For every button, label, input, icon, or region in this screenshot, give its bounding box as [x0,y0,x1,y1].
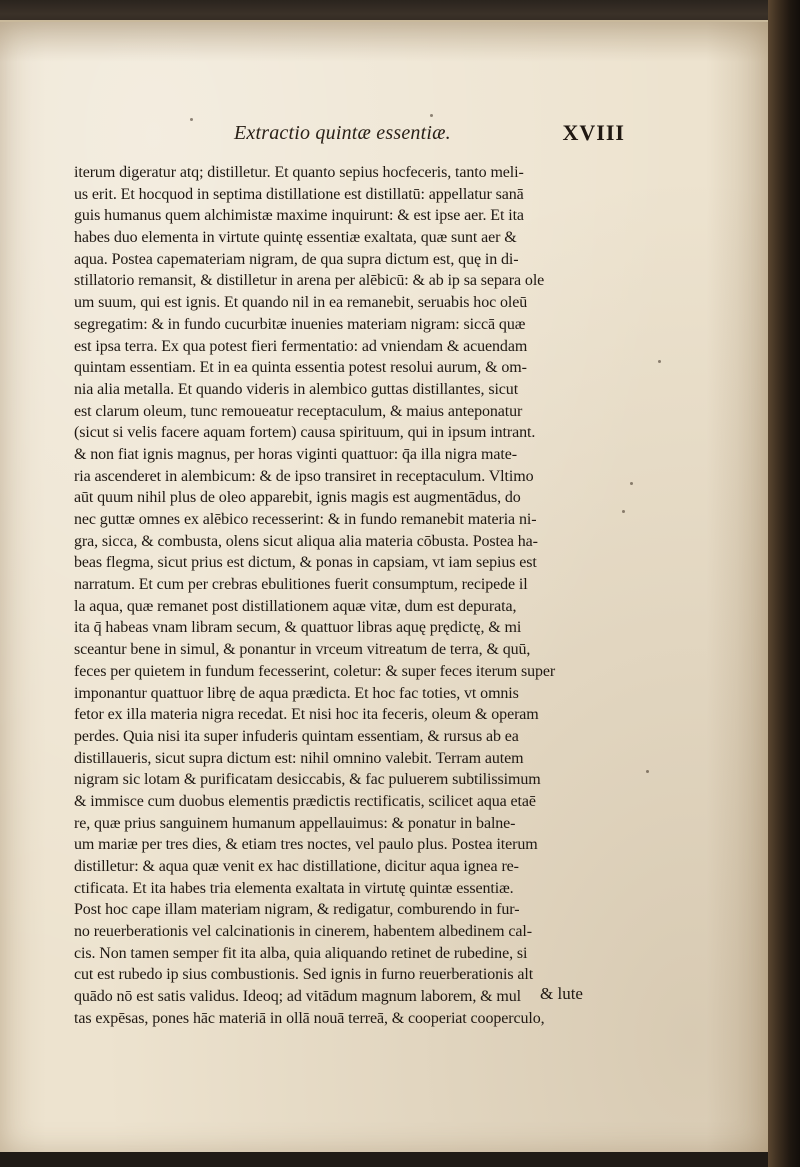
text-line: ita q̄ habeas vnam libram secum, & quattuor libras aquę prędictę, & mi [74,619,522,637]
text-line: nec guttæ omnes ex alēbico recesserint: & in fundo remanebit materia ni- [74,511,537,528]
text-line: aūt quum nihil plus de oleo apparebit, ignis magis est augmentādus, do [74,489,521,507]
text-line: cut est rubedo ip sius combustionis. Sed ignis in furno reuerberationis alt [74,966,534,984]
text-line: beas flegma, sicut prius est dictum, & ponas in capsiam, vt iam sepius est [74,554,537,572]
text-line: distilletur: & aqua quæ venit ex hac distillatione, dicitur aqua ignea re- [74,858,519,875]
ink-speck [646,770,649,773]
page-header [200,122,625,158]
text-line: tas expēsas, pones hāc materiā in ollā nouā terreā, & cooperiat cooperculo, [74,1009,545,1027]
text-line: habes duo elementa in virtute quintę essentiæ exaltata, quæ sunt aer & [74,229,517,247]
text-line: est clarum oleum, tunc remoueatur receptaculum, & maius anteponatur [74,402,523,420]
text-line: gra, sicca, & combusta, olens sicut aliqua alia materia cōbusta. Postea ha- [74,532,538,550]
text-line: quintam essentiam. Et in ea quinta essentia potest resolui aurum, & om- [74,359,527,377]
text-line: distillaueris, sicut supra dictum est: nihil omnino valebit. Terram autem [74,749,524,767]
text-line: no reuerberationis vel calcinationis in cinerem, habentem albedinem cal- [74,923,532,941]
text-line: sceantur bene in simul, & ponantur in vrceum vitreatum de terra, & quū, [74,641,531,659]
book-binding-edge [768,0,800,1167]
text-line: (sicut si velis facere aquam fortem) causa spirituum, qui in ipsum intrant. [74,424,536,442]
text-line: & non fiat ignis magnus, per horas viginti quattuor: q̄a illa nigra mate- [74,445,517,463]
ink-speck [190,118,193,121]
text-line: & immisce cum duobus elementis prædictis rectificatis, scilicet aqua etaē [74,792,536,810]
text-line: um suum, qui est ignis. Et quando nil in ea remanebit, seruabis hoc oleū [74,294,528,312]
text-line: quādo nō est satis validus. Ideoq; ad vitādum magnum laborem, & mul [74,988,522,1006]
text-line: nia alia metalla. Et quando videris in alembico guttas distillantes, sicut [74,380,519,398]
text-line: fetor ex illa materia nigra recedat. Et nisi hoc ita feceris, oleum & operam [74,706,539,724]
text-line: feces per quietem in fundum fecesserint, coletur: & super feces iterum super [74,662,556,680]
text-line: nigram sic lotam & purificatam desiccabis, & fac puluerem subtilissimum [74,771,541,789]
text-line: us erit. Et hocquod in septima distillatione est distillatū: appellatur sanā [74,185,524,203]
text-line: est ipsa terra. Ex qua potest fieri fermentatio: ad vniendam & acuendam [74,337,528,355]
body-text [74,162,639,1030]
text-line: re, quæ prius sanguinem humanum appellauimus: & ponatur in balne- [74,814,516,832]
text-line: um mariæ per tres dies, & etiam tres noctes, vel paulo plus. Postea iterum [74,836,538,854]
text-line: perdes. Quia nisi ita super infuderis quintam essentiam, & rursus ab ea [74,727,519,745]
folio-number: XVIII [562,120,625,145]
text-line: narratum. Et cum per crebras ebulitiones fuerit consumptum, recipede il [74,576,528,594]
running-head: Extractio quintæ essentiæ. [234,122,451,144]
text-line: la aqua, quæ remanet post distillationem aquæ vitæ, dum est depurata, [74,597,517,615]
catchword: & lute [540,984,583,1003]
ink-speck [658,360,661,363]
text-line: Post hoc cape illam materiam nigram, & redigatur, comburendo in fur- [74,901,520,919]
text-line: imponantur quattuor librę de aqua prædicta. Et hoc fac toties, vt omnis [74,684,519,702]
text-line: ria ascenderet in alembicum: & de ipso transiret in receptaculum. Vltimo [74,467,534,485]
text-line: iterum digeratur atq; distilletur. Et quanto sepius hocfeceris, tanto meli- [74,164,524,181]
book-page [0,20,768,1152]
ink-speck [430,114,433,117]
text-line: ctificata. Et ita habes tria elementa exaltata in virtutę quintæ essentiæ. [74,879,514,897]
text-line: aqua. Postea capemateriam nigram, de qua supra dictum est, quę in di- [74,250,519,268]
page-top-shadow [0,22,768,62]
text-line: guis humanus quem alchimistæ maxime inquirunt: & est ipse aer. Et ita [74,207,524,225]
text-line: stillatorio remansit, & distilletur in arena per alēbicū: & ab ip sa separa ole [74,272,545,290]
text-line: segregatim: & in fundo cucurbitæ inuenies materiam nigram: siccā quæ [74,315,526,333]
text-line: cis. Non tamen semper fit ita alba, quia aliquando retinet de rubedine, si [74,944,528,962]
